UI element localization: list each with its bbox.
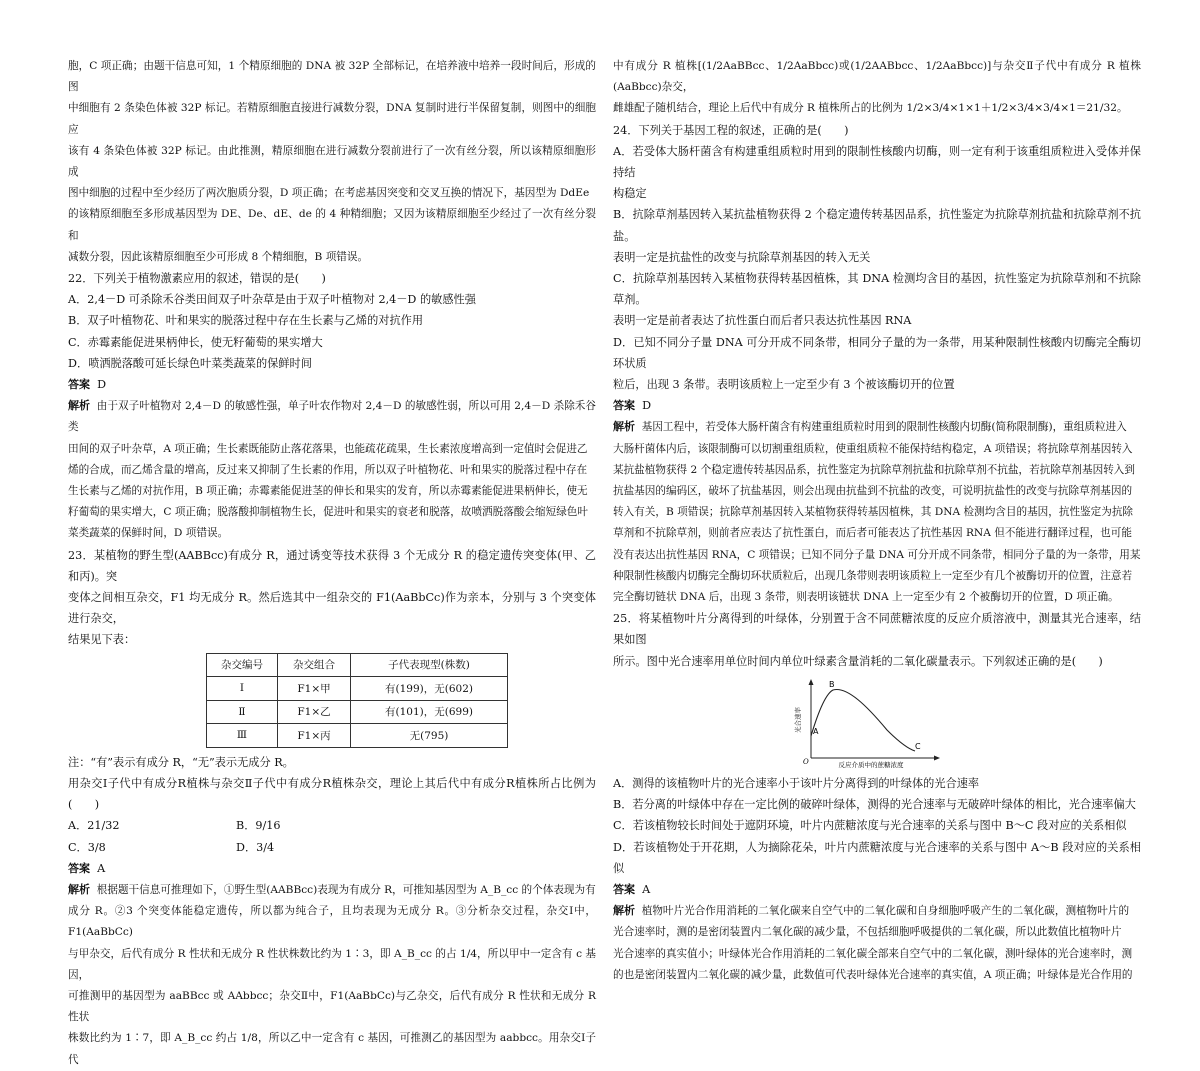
table-cell: Ⅲ — [207, 724, 278, 748]
option-a: A．2,4－D 可杀除禾谷类田间双子叶杂草是由于双子叶植物对 2,4－D 的敏感性强 — [68, 293, 476, 307]
analysis-line — [613, 900, 1141, 922]
answer-label: 答案 — [613, 882, 635, 896]
intro-line: 雌雄配子随机结合，理论上后代中有成分 R 植株所占的比例为 1/2×3/4×1×1＋1/2×3/4×3/4×1＝21/32。 — [613, 102, 1128, 115]
answer-line — [68, 374, 596, 395]
rate-curve — [811, 689, 915, 751]
analysis-line: 与甲杂交，后代有成分 R 性状和无成分 R 性状株数比约为 1∶3，即 A_B_cc 的占 1/4，所以甲中一定含有 c 基因， — [68, 947, 596, 981]
option-line: 粒后，出现 3 条带。表明该质粒上一定至少有 3 个被该酶切开的位置 — [613, 378, 955, 392]
analysis-line: 可推测甲的基因型为 aaBBcc 或 AAbbcc；杂交Ⅱ中，F1(AaBbCc)与乙杂交，后代有成分 R 性状和无成分 R 性状 — [68, 989, 596, 1024]
analysis-line: 株数比约为 1∶7，即 A_B_cc 约占 1/8，所以乙中一定含有 c 基因，可推测乙的基因型为 aabbcc。用杂交Ⅰ子代 — [68, 1032, 596, 1066]
analysis-line: 光合速率时，测的是密闭装置内二氧化碳的减少量，不包括细胞呼吸提供的二氧化碳，所以此数值比植物叶片 — [613, 926, 1122, 939]
table-cell: Ⅰ — [207, 677, 278, 701]
table-note: 注：“有”表示有成分 R，“无”表示无成分 R。 — [68, 755, 294, 769]
photosynthesis-rate-figure — [791, 676, 941, 768]
answer-line — [613, 395, 1141, 416]
option-d: D．若该植物处于开花期，人为摘除花朵，叶片内蔗糖浓度与光合速率的关系与图中 A～B 段对应的关系相似 — [613, 840, 1141, 875]
point-b-label: B — [829, 679, 835, 689]
answer-line — [613, 879, 1141, 900]
table-cell: F1×乙 — [278, 700, 351, 724]
intro-line: 中有成分 R 植株[(1/2AaBBcc、1/2AaBbcc)或(1/2AABbcc、1/2AaBbcc)]与杂交Ⅱ子代中有成分 R 植株(AaBbcc)杂交， — [613, 60, 1141, 94]
option-line: A．若受体大肠杆菌含有构建重组质粒时用到的限制性核酸内切酶，则一定有利于该重组质粒进入受体并保持结 — [613, 144, 1141, 180]
option-a: A．测得的该植物叶片的光合速率小于该叶片分离得到的叶绿体的光合速率 — [613, 776, 980, 790]
analysis-line: 没有表达出抗性基因 RNA，C 项错误；已知不同分子量 DNA 可分开成不同条带，相同分子量的为一条带，用某 — [613, 548, 1141, 561]
x-axis-arrow — [934, 755, 940, 760]
answer-value: A — [97, 861, 106, 875]
point-c-label: C — [915, 741, 921, 751]
analysis-line: 田间的双子叶杂草，A 项正确；生长素既能防止落花落果，也能疏花疏果，生长素浓度增高到一定值时会促进乙 — [68, 442, 588, 455]
intro-line: 胞，C 项正确；由题干信息可知，1 个精原细胞的 DNA 被 32P 全部标记，在培养液中培养一段时间后，形成的图 — [68, 60, 596, 94]
options-row — [68, 837, 596, 858]
option-b: B．若分离的叶绿体中存在一定比例的破碎叶绿体，测得的光合速率与无破碎叶绿体的相比，光合速率偏大 — [613, 798, 1136, 812]
question-stem: 24．下列关于基因工程的叙述，正确的是( ) — [613, 123, 849, 137]
analysis-line: 菜类蔬菜的保鲜时间，D 项错误。 — [68, 527, 229, 540]
option-a: A．21/32 — [68, 819, 120, 833]
option-c: C．若该植物较长时间处于遮阴环境，叶片内蔗糖浓度与光合速率的关系与图中 B～C 段对应的关系相似 — [613, 819, 1127, 833]
answer-line — [68, 858, 596, 879]
answer-label: 答案 — [68, 378, 90, 392]
analysis-line: 光合速率的真实值小；叶绿体光合作用消耗的二氧化碳全部来自空气中的二氧化碳，测叶绿体的光合速率时，测 — [613, 947, 1133, 960]
answer-value: A — [642, 882, 651, 896]
table-header: 杂交编号 — [207, 653, 278, 677]
analysis-text: 根据题干信息可推理如下，①野生型(AABBcc)表现为有成分 R，可推知基因型为 A_B_cc 的个体表现为有 — [96, 883, 596, 896]
intro-line: 减数分裂，因此该精原细胞至少可形成 8 个精细胞，B 项错误。 — [68, 250, 369, 263]
analysis-label: 解析 — [68, 399, 91, 413]
question-25 — [613, 608, 1141, 986]
analysis-line: 烯的合成，而乙烯含量的增高，反过来又抑制了生长素的作用，所以双子叶植物花、叶和果实的脱落过程中存在 — [68, 463, 588, 476]
option-d: D．3/4 — [236, 840, 275, 854]
right-column — [613, 56, 1141, 986]
analysis-line: 抗盐基因的编码区，破坏了抗盐基因，则会出现由抗盐到不抗盐的改变，可说明抗盐性的改变与抗除草剂基因的 — [613, 485, 1133, 498]
analysis-text: 由于双子叶植物对 2,4－D 的敏感性强，单子叶农作物对 2,4－D 的敏感性弱，所以可用 2,4－D 杀除禾谷类 — [68, 400, 596, 434]
question-24 — [613, 120, 1141, 609]
table-cell: F1×丙 — [278, 724, 351, 748]
answer-value: D — [97, 378, 107, 392]
option-b: B．9/16 — [236, 819, 281, 833]
option-line: C．抗除草剂基因转入某植物获得转基因植株，其 DNA 检测均含目的基因，抗性鉴定为抗除草剂和不抗除草剂。 — [613, 272, 1141, 307]
question-ask: 用杂交Ⅰ子代中有成分R植株与杂交Ⅱ子代中有成分R植株杂交，理论上其后代中有成分R植株所占比例为( ) — [68, 776, 596, 812]
option-line: 表明一定是前者表达了抗性蛋白而后者只表达抗性基因 RNA — [613, 314, 912, 328]
analysis-line: 完全酶切链状 DNA 后，出现 3 条带，则表明该链状 DNA 上一定至少有 2 个被酶切开的位置，D 项正确。 — [613, 591, 1119, 604]
analysis-label: 解析 — [613, 904, 635, 918]
analysis-line: 大肠杆菌体内后，该限制酶可以切割重组质粒，使重组质粒不能保持结构稳定，A 项错误；将抗除草剂基因转入 — [613, 442, 1133, 455]
table-cell: Ⅱ — [207, 700, 278, 724]
analysis-line: 种限制性核酸内切酶完全酶切环状质粒后，出现几条带则表明该质粒上一定至少有几个被酶切开的位置，注意若 — [613, 569, 1133, 582]
left-intro — [68, 56, 596, 268]
option-c: C．赤霉素能促进果柄伸长，使无籽葡萄的果实增大 — [68, 335, 323, 349]
analysis-line — [613, 416, 1141, 438]
option-b: B．双子叶植物花、叶和果实的脱落过程中存在生长素与乙烯的对抗作用 — [68, 314, 424, 328]
y-axis-label: 光合速率 — [794, 706, 802, 733]
option-line: B．抗除草剂基因转入某抗盐植物获得 2 个稳定遗传转基因品系，抗性鉴定为抗除草剂抗盐和抗除草剂不抗盐。 — [613, 208, 1141, 243]
answer-label: 答案 — [68, 861, 90, 875]
intro-line: 该有 4 条染色体被 32P 标记。由此推测，精原细胞在进行减数分裂前进行了一次有丝分裂，所以该精原细胞形成 — [68, 144, 596, 179]
analysis-line — [68, 395, 596, 438]
option-line: 构稳定 — [613, 187, 647, 201]
table-cell: 有(101)，无(699) — [351, 700, 508, 724]
option-d: D．喷洒脱落酸可延长绿色叶菜类蔬菜的保鲜时间 — [68, 356, 312, 370]
right-intro — [613, 56, 1141, 120]
table-cell: 无(795) — [351, 724, 508, 748]
analysis-line: 某抗盐植物获得 2 个稳定遗传转基因品系，抗性鉴定为抗除草剂抗盐和抗除草剂不抗盐，若抗除草剂基因转入到 — [613, 463, 1135, 476]
table-row — [207, 700, 508, 724]
question-22 — [68, 268, 596, 545]
question-stem: 23．某植物的野生型(AABBcc)有成分 R，通过诱变等技术获得 3 个无成分 R 的稳定遗传突变体(甲、乙和丙)。突 — [68, 548, 596, 583]
question-stem: 25．将某植物叶片分离得到的叶绿体，分别置于含不同蔗糖浓度的反应介质溶液中，测量其光合速率，结果如图 — [613, 612, 1141, 647]
left-column — [68, 56, 596, 1071]
answer-value: D — [642, 399, 652, 413]
options-row — [68, 815, 596, 836]
option-line: D．已知不同分子量 DNA 可分开成不同条带，相同分子量的为一条带，用某种限制性核酸内切酶完全酶切环状质 — [613, 335, 1141, 370]
answer-label: 答案 — [613, 399, 635, 413]
analysis-line: 转入有关，B 项错误；抗除草剂基因转入某植物获得转基因植株，其 DNA 检测均含目的基因，抗性鉴定为抗除 — [613, 506, 1134, 519]
analysis-line — [68, 879, 596, 901]
analysis-line: 生长素与乙烯的对抗作用，B 项正确；赤霉素能促进茎的伸长和果实的发育，所以赤霉素能促进果柄伸长，使无 — [68, 485, 588, 498]
point-a-label: A — [813, 726, 819, 736]
origin-label: O — [803, 757, 809, 766]
analysis-text: 植物叶片光合作用消耗的二氧化碳来自空气中的二氧化碳和自身细胞呼吸产生的二氧化碳，测植物叶片的 — [641, 905, 1130, 918]
analysis-label: 解析 — [68, 882, 90, 896]
intro-line: 的该精原细胞至多形成基因型为 DE、De、dE、de 的 4 种精细胞；又因为该精原细胞至少经过了一次有丝分裂和 — [68, 208, 596, 242]
analysis-line: 籽葡萄的果实增大，C 项正确；脱落酸抑制植物生长，促进叶和果实的衰老和脱落，故喷洒脱落酸会缩短绿色叶 — [68, 506, 588, 519]
analysis-line: 的也是密闭装置内二氧化碳的减少量，此数值可代表叶绿体光合速率的真实值，A 项正确；叶绿体是光合作用的 — [613, 968, 1133, 981]
question-stem: 变体之间相互杂交，F1 均无成分 R。然后选其中一组杂交的 F1(AaBbCc)作为亲本，分别与 3 个突变体进行杂交， — [68, 591, 596, 626]
table-cell: F1×甲 — [278, 677, 351, 701]
cross-results-table — [206, 653, 508, 748]
table-header: 子代表现型(株数) — [351, 653, 508, 677]
x-axis-label: 反应介质中的蔗糖浓度 — [838, 760, 904, 768]
question-23 — [68, 545, 596, 1071]
table-row — [207, 724, 508, 748]
table-header: 杂交组合 — [278, 653, 351, 677]
question-stem: 22．下列关于植物激素应用的叙述，错误的是( ) — [68, 272, 326, 286]
intro-line: 图中细胞的过程中至少经历了两次胞质分裂，D 项正确；在考虑基因突变和交叉互换的情况下，基因型为 DdEe — [68, 187, 590, 200]
analysis-text: 基因工程中，若受体大肠杆菌含有构建重组质粒时用到的限制性核酸内切酶(简称限制酶)，重组质粒进入 — [641, 421, 1127, 434]
table-cell: 有(199)，无(602) — [351, 677, 508, 701]
analysis-line: 草剂和不抗除草剂，则前者应表达了抗性蛋白，而后者可能表达了抗性基因 RNA 但不能进行翻译过程，也可能 — [613, 527, 1132, 540]
analysis-label: 解析 — [613, 420, 635, 434]
question-stem: 所示。图中光合速率用单位时间内单位叶绿素含量消耗的二氧化碳量表示。下列叙述正确的是( ) — [613, 654, 1103, 668]
table-row — [207, 677, 508, 701]
option-line: 表明一定是抗盐性的改变与抗除草剂基因的转入无关 — [613, 250, 871, 264]
option-c: C．3/8 — [68, 840, 106, 854]
intro-line: 中细胞有 2 条染色体被 32P 标记。若精原细胞直接进行减数分裂，DNA 复制时进行半保留复制，则图中的细胞应 — [68, 102, 596, 136]
y-axis-arrow — [809, 679, 814, 685]
table-header-row — [207, 653, 508, 677]
question-stem: 结果见下表： — [68, 633, 136, 647]
analysis-line: 成分 R。②3 个突变体能稳定遗传，所以都为纯合子，且均表现为无成分 R。③分析杂交过程，杂交Ⅰ中，F1(AaBbCc) — [68, 905, 596, 939]
